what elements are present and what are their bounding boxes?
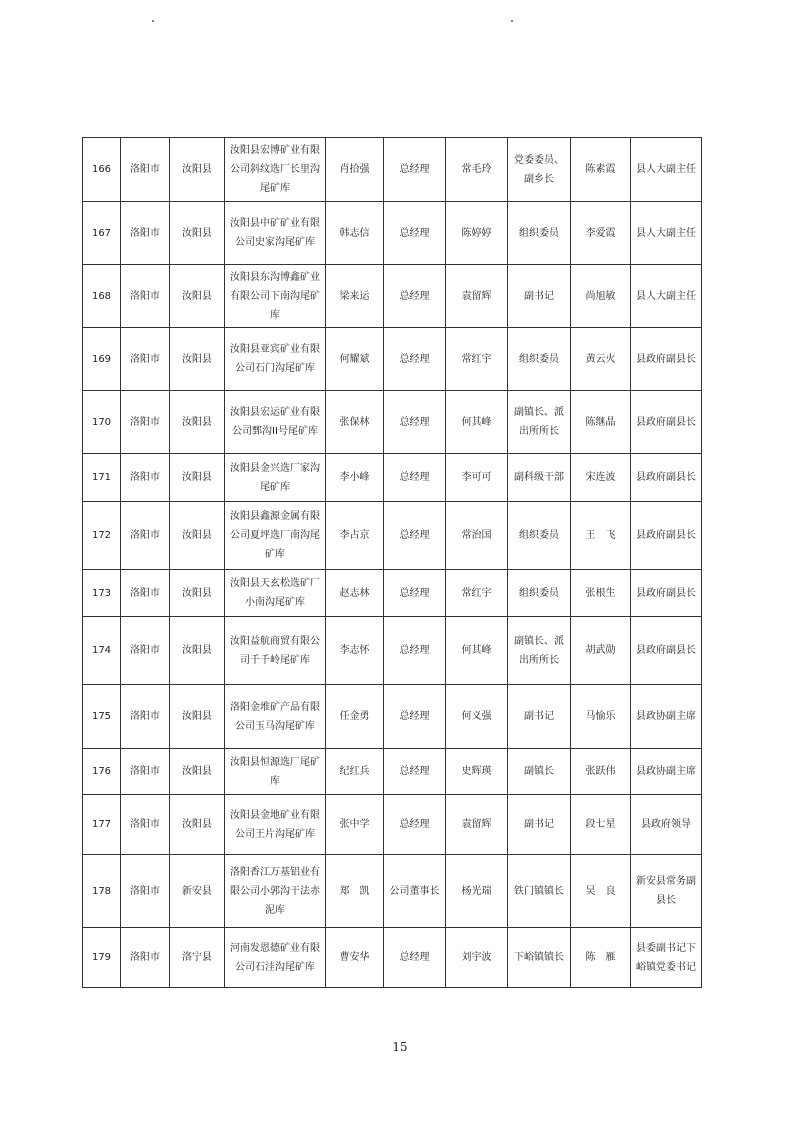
- county-leader-position: 县人大副主任: [631, 138, 702, 202]
- township-official: 何义强: [446, 685, 508, 749]
- township-official: 常治国: [446, 502, 508, 570]
- table-row: [83, 928, 702, 988]
- row-number: 178: [83, 855, 121, 928]
- row-number: 177: [83, 795, 121, 855]
- table-row: [83, 502, 702, 570]
- township-official: 史辉瑛: [446, 749, 508, 795]
- city-cell: 洛阳市: [121, 749, 170, 795]
- county-leader: 马愉乐: [571, 685, 631, 749]
- township-official: 袁留辉: [446, 265, 508, 328]
- township-official-position: 铁门镇镇长: [508, 855, 571, 928]
- township-official-position: 组织委员: [508, 570, 571, 617]
- county-cell: 洛宁县: [170, 928, 225, 988]
- county-leader-position: 县政府副县长: [631, 391, 702, 454]
- county-leader: 尚旭敏: [571, 265, 631, 328]
- county-leader: 李爱霞: [571, 202, 631, 265]
- table-row: [83, 391, 702, 454]
- county-leader: 王 飞: [571, 502, 631, 570]
- row-number: 175: [83, 685, 121, 749]
- township-official-position: 组织委员: [508, 202, 571, 265]
- table-row: [83, 855, 702, 928]
- county-leader-position: 县政府副县长: [631, 617, 702, 685]
- table-row: [83, 265, 702, 328]
- township-official-position: 副科级干部: [508, 454, 571, 502]
- county-leader-position: 县政府副县长: [631, 328, 702, 391]
- company-responsible-person: 李小峰: [326, 454, 384, 502]
- township-official-position: 副书记: [508, 265, 571, 328]
- township-official: 常红宇: [446, 570, 508, 617]
- row-number: 167: [83, 202, 121, 265]
- county-leader-position: 县政府副县长: [631, 570, 702, 617]
- row-number: 176: [83, 749, 121, 795]
- row-number: 173: [83, 570, 121, 617]
- scan-speck: [511, 20, 513, 22]
- scan-speck: [152, 20, 154, 22]
- township-official-position: 下峪镇镇长: [508, 928, 571, 988]
- county-cell: 汝阳县: [170, 749, 225, 795]
- city-cell: 洛阳市: [121, 617, 170, 685]
- township-official-position: 副书记: [508, 685, 571, 749]
- table-row: [83, 570, 702, 617]
- township-official: 李可可: [446, 454, 508, 502]
- county-cell: 汝阳县: [170, 138, 225, 202]
- company-position: 总经理: [384, 454, 446, 502]
- county-cell: 汝阳县: [170, 570, 225, 617]
- county-leader: 张根生: [571, 570, 631, 617]
- township-official: 陈婷婷: [446, 202, 508, 265]
- township-official-position: 副镇长、派出所所长: [508, 617, 571, 685]
- city-cell: 洛阳市: [121, 391, 170, 454]
- city-cell: 洛阳市: [121, 265, 170, 328]
- county-leader-position: 县政府副县长: [631, 502, 702, 570]
- table-row: [83, 328, 702, 391]
- table-row: [83, 202, 702, 265]
- company-position: 总经理: [384, 202, 446, 265]
- company-position: 总经理: [384, 570, 446, 617]
- company-responsible-person: 任金勇: [326, 685, 384, 749]
- county-cell: 汝阳县: [170, 202, 225, 265]
- city-cell: 洛阳市: [121, 328, 170, 391]
- city-cell: 洛阳市: [121, 454, 170, 502]
- township-official: 何其峰: [446, 617, 508, 685]
- township-official: 何其峰: [446, 391, 508, 454]
- city-cell: 洛阳市: [121, 502, 170, 570]
- company-responsible-person: 韩志信: [326, 202, 384, 265]
- table-row: [83, 138, 702, 202]
- table-row: [83, 454, 702, 502]
- row-number: 169: [83, 328, 121, 391]
- county-cell: 汝阳县: [170, 795, 225, 855]
- county-leader: 段七星: [571, 795, 631, 855]
- company-position: 总经理: [384, 617, 446, 685]
- county-leader: 胡武勋: [571, 617, 631, 685]
- table-row: [83, 795, 702, 855]
- county-leader: 黄云火: [571, 328, 631, 391]
- county-cell: 汝阳县: [170, 391, 225, 454]
- table-row: [83, 685, 702, 749]
- row-number: 172: [83, 502, 121, 570]
- company-responsible-person: 梁来运: [326, 265, 384, 328]
- row-number: 171: [83, 454, 121, 502]
- county-leader-position: 县政府领导: [631, 795, 702, 855]
- city-cell: 洛阳市: [121, 685, 170, 749]
- company-responsible-person: 赵志林: [326, 570, 384, 617]
- county-leader-position: 县人大副主任: [631, 265, 702, 328]
- county-cell: 汝阳县: [170, 454, 225, 502]
- township-official-position: 党委委员、副乡长: [508, 138, 571, 202]
- company-responsible-person: 郑 凯: [326, 855, 384, 928]
- row-number: 166: [83, 138, 121, 202]
- tailings-pond-name: 汝阳县中矿矿业有限公司史家沟尾矿库: [225, 202, 326, 265]
- county-leader-position: 新安县常务副县长: [631, 855, 702, 928]
- township-official: 袁留辉: [446, 795, 508, 855]
- county-cell: 汝阳县: [170, 502, 225, 570]
- tailings-pond-name: 汝阳县亚宾矿业有限公司石门沟尾矿库: [225, 328, 326, 391]
- tailings-pond-name: 汝阳县鑫源金属有限公司夏坪选厂南沟尾矿库: [225, 502, 326, 570]
- tailings-pond-name: 汝阳县宏博矿业有限公司斜纹选厂长里沟尾矿库: [225, 138, 326, 202]
- township-official-position: 组织委员: [508, 328, 571, 391]
- company-position: 总经理: [384, 928, 446, 988]
- company-position: 总经理: [384, 328, 446, 391]
- county-cell: 汝阳县: [170, 265, 225, 328]
- row-number: 179: [83, 928, 121, 988]
- tailings-pond-name: 洛阳香江万基铝业有限公司小郭沟干法赤泥库: [225, 855, 326, 928]
- company-position: 总经理: [384, 685, 446, 749]
- tailings-pond-name: 汝阳县东沟博鑫矿业有限公司下南沟尾矿库: [225, 265, 326, 328]
- company-position: 公司董事长: [384, 855, 446, 928]
- city-cell: 洛阳市: [121, 570, 170, 617]
- table-row: [83, 749, 702, 795]
- row-number: 168: [83, 265, 121, 328]
- township-official-position: 副书记: [508, 795, 571, 855]
- city-cell: 洛阳市: [121, 795, 170, 855]
- tailings-pond-name: 汝阳益航商贸有限公司千千岭尾矿库: [225, 617, 326, 685]
- county-leader-position: 县政协副主席: [631, 685, 702, 749]
- company-position: 总经理: [384, 502, 446, 570]
- tailings-pond-name: 汝阳县天玄松选矿厂小南沟尾矿库: [225, 570, 326, 617]
- tailings-pond-responsibility-table: [82, 137, 702, 988]
- county-cell: 汝阳县: [170, 685, 225, 749]
- table-row: [83, 617, 702, 685]
- city-cell: 洛阳市: [121, 138, 170, 202]
- county-cell: 新安县: [170, 855, 225, 928]
- city-cell: 洛阳市: [121, 202, 170, 265]
- company-position: 总经理: [384, 749, 446, 795]
- company-responsible-person: 张中学: [326, 795, 384, 855]
- township-official-position: 副镇长: [508, 749, 571, 795]
- row-number: 174: [83, 617, 121, 685]
- company-position: 总经理: [384, 795, 446, 855]
- company-responsible-person: 张保林: [326, 391, 384, 454]
- tailings-pond-name: 洛阳金堆矿产品有限公司玉马沟尾矿库: [225, 685, 326, 749]
- county-leader-position: 县政协副主席: [631, 749, 702, 795]
- city-cell: 洛阳市: [121, 855, 170, 928]
- county-cell: 汝阳县: [170, 617, 225, 685]
- township-official: 常毛玲: [446, 138, 508, 202]
- company-position: 总经理: [384, 391, 446, 454]
- county-leader-position: 县政府副县长: [631, 454, 702, 502]
- company-responsible-person: 曹安华: [326, 928, 384, 988]
- tailings-pond-name: 汝阳县宏运矿业有限公司鄄沟II号尾矿库: [225, 391, 326, 454]
- county-leader-position: 县人大副主任: [631, 202, 702, 265]
- company-responsible-person: 肖拾强: [326, 138, 384, 202]
- township-official: 常红宇: [446, 328, 508, 391]
- county-leader: 张跃伟: [571, 749, 631, 795]
- township-official: 刘宇波: [446, 928, 508, 988]
- county-leader: 陈素霞: [571, 138, 631, 202]
- township-official-position: 副镇长、派出所所长: [508, 391, 571, 454]
- company-responsible-person: 李志怀: [326, 617, 384, 685]
- tailings-pond-name: 汝阳县金兴选厂家沟尾矿库: [225, 454, 326, 502]
- company-responsible-person: 何耀斌: [326, 328, 384, 391]
- page-number: 15: [392, 1040, 408, 1054]
- county-cell: 汝阳县: [170, 328, 225, 391]
- township-official: 杨光瑞: [446, 855, 508, 928]
- company-position: 总经理: [384, 138, 446, 202]
- company-responsible-person: 纪红兵: [326, 749, 384, 795]
- county-leader: 陈 雁: [571, 928, 631, 988]
- county-leader: 陈继晶: [571, 391, 631, 454]
- city-cell: 洛阳市: [121, 928, 170, 988]
- company-responsible-person: 李占京: [326, 502, 384, 570]
- tailings-pond-name: 汝阳县恒源选厂尾矿库: [225, 749, 326, 795]
- county-leader-position: 县委副书记下峪镇党委书记: [631, 928, 702, 988]
- tailings-pond-name: 河南发恩德矿业有限公司石洼沟尾矿库: [225, 928, 326, 988]
- county-leader: 吴 良: [571, 855, 631, 928]
- township-official-position: 组织委员: [508, 502, 571, 570]
- county-leader: 宋连波: [571, 454, 631, 502]
- company-position: 总经理: [384, 265, 446, 328]
- tailings-pond-name: 汝阳县金地矿业有限公司王片沟尾矿库: [225, 795, 326, 855]
- row-number: 170: [83, 391, 121, 454]
